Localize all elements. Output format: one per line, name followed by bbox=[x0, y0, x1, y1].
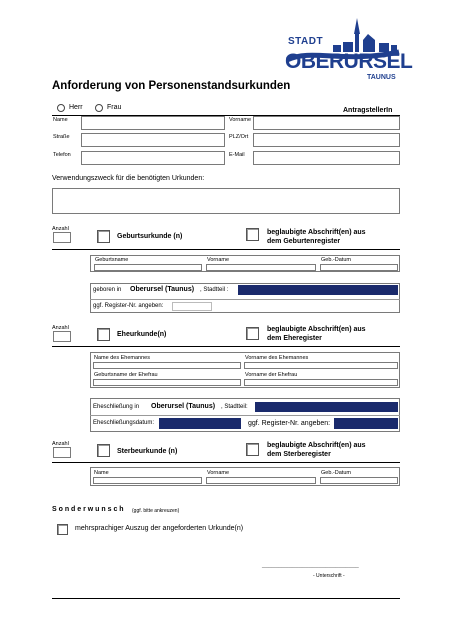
birth-checkbox[interactable] bbox=[97, 230, 110, 243]
marriage-anzahl-field[interactable] bbox=[53, 331, 71, 342]
special-checkbox[interactable] bbox=[57, 524, 68, 535]
strasse-label: Straße bbox=[53, 134, 70, 140]
strasse-field[interactable] bbox=[81, 133, 225, 147]
death-gebdatum-label: Geb.-Datum bbox=[321, 470, 351, 476]
birth-geburtsname-field[interactable] bbox=[94, 264, 202, 271]
birth-title: Geburtsurkunde (n) bbox=[117, 233, 183, 240]
marriage-divider bbox=[52, 346, 400, 347]
birth-register-field[interactable] bbox=[172, 302, 212, 311]
email-field[interactable] bbox=[253, 151, 400, 165]
marriage-copy-line1: beglaubigte Abschrift(en) aus bbox=[267, 326, 366, 333]
radio-herr[interactable] bbox=[57, 104, 65, 112]
death-name-field[interactable] bbox=[93, 477, 202, 484]
death-anzahl-field[interactable] bbox=[53, 447, 71, 458]
birth-copy-checkbox[interactable] bbox=[246, 228, 259, 241]
bottom-rule bbox=[52, 598, 400, 599]
marriage-vorname-ehemann-field[interactable] bbox=[244, 362, 398, 369]
signature-line: _____________________________ bbox=[262, 562, 359, 568]
death-vorname-field[interactable] bbox=[206, 477, 316, 484]
marriage-datum-field[interactable] bbox=[159, 418, 241, 429]
death-divider bbox=[52, 462, 400, 463]
radio-frau[interactable] bbox=[95, 104, 103, 112]
special-option-label: mehrsprachiger Auszug der angeforderten Urkunde(n) bbox=[75, 525, 244, 532]
death-gebdatum-field[interactable] bbox=[320, 477, 398, 484]
birth-born-suffix: , Stadtteil : bbox=[200, 287, 229, 293]
marriage-name-ehemann-field[interactable] bbox=[93, 362, 241, 369]
logo-name: OBERURSEL bbox=[285, 50, 413, 73]
marriage-geburtsname-ehefrau-label: Geburtsname der Ehefrau bbox=[94, 372, 158, 378]
birth-born-city: Oberursel (Taunus) bbox=[130, 286, 195, 293]
plz-label: PLZ/Ort bbox=[229, 134, 249, 140]
birth-anzahl-label: Anzahl bbox=[52, 226, 69, 232]
purpose-label: Verwendungszweck für die benötigten Urkunden: bbox=[52, 175, 205, 182]
marriage-checkbox[interactable] bbox=[97, 328, 110, 341]
signature-label: - Unterschrift - bbox=[313, 573, 345, 579]
birth-copy-line2: dem Geburtenregister bbox=[267, 238, 341, 245]
marriage-register-label: ggf. Register-Nr. angeben: bbox=[248, 420, 331, 427]
birth-anzahl-field[interactable] bbox=[53, 232, 71, 243]
city-logo bbox=[283, 12, 413, 92]
marriage-place-prefix: Eheschließung in bbox=[93, 404, 140, 410]
marriage-datum-label: Eheschließungsdatum: bbox=[93, 420, 155, 426]
marriage-title: Eheurkunde(n) bbox=[117, 331, 167, 338]
birth-gebdatum-field[interactable] bbox=[320, 264, 398, 271]
marriage-register-field[interactable] bbox=[334, 418, 398, 429]
birth-copy-line1: beglaubigte Abschrift(en) aus bbox=[267, 229, 366, 236]
marriage-copy-checkbox[interactable] bbox=[246, 327, 259, 340]
vorname-label: Vorname bbox=[229, 117, 252, 123]
logo-sub: TAUNUS bbox=[367, 74, 396, 81]
birth-vorname-label: Vorname bbox=[207, 257, 230, 263]
marriage-vorname-ehefrau-label: Vorname der Ehefrau bbox=[245, 372, 298, 378]
death-name-label: Name bbox=[94, 470, 109, 476]
marriage-vorname-ehefrau-field[interactable] bbox=[244, 379, 398, 386]
email-label: E-Mail bbox=[229, 152, 245, 158]
page-title: Anforderung von Personenstandsurkunden bbox=[52, 80, 291, 92]
death-anzahl-label: Anzahl bbox=[52, 441, 69, 447]
birth-gebdatum-label: Geb.-Datum bbox=[321, 257, 351, 263]
death-title: Sterbeurkunde (n) bbox=[117, 448, 178, 455]
birth-stadtteil-field[interactable] bbox=[238, 285, 398, 295]
birth-place-divider bbox=[90, 299, 400, 300]
telefon-label: Telefon bbox=[53, 152, 71, 158]
special-heading: S o n d e r w u n s c h bbox=[52, 506, 124, 513]
birth-register-label: ggf. Register-Nr. angeben: bbox=[93, 303, 164, 309]
name-field[interactable] bbox=[81, 116, 225, 130]
plz-field[interactable] bbox=[253, 133, 400, 147]
purpose-field[interactable] bbox=[52, 188, 400, 214]
birth-geburtsname-label: Geburtsname bbox=[95, 257, 129, 263]
death-vorname-label: Vorname bbox=[207, 470, 230, 476]
death-copy-line2: dem Sterberegister bbox=[267, 451, 331, 458]
birth-born-prefix: geboren in bbox=[93, 287, 122, 293]
death-copy-line1: beglaubigte Abschrift(en) aus bbox=[267, 442, 366, 449]
birth-divider bbox=[52, 249, 400, 250]
death-checkbox[interactable] bbox=[97, 444, 110, 457]
marriage-place-divider bbox=[90, 415, 400, 416]
birth-vorname-field[interactable] bbox=[206, 264, 316, 271]
special-hint: (ggf. bitte ankreuzen) bbox=[132, 508, 180, 514]
frau-label: Frau bbox=[107, 104, 122, 111]
applicant-heading: AntragstellerIn bbox=[343, 107, 393, 114]
marriage-stadtteil-field[interactable] bbox=[255, 402, 398, 412]
logo-stadt: STADT bbox=[288, 36, 324, 47]
herr-label: Herr bbox=[69, 104, 83, 111]
vorname-field[interactable] bbox=[253, 116, 400, 130]
marriage-copy-line2: dem Eheregister bbox=[267, 335, 322, 342]
marriage-vorname-ehemann-label: Vorname des Ehemannes bbox=[245, 355, 309, 361]
marriage-geburtsname-ehefrau-field[interactable] bbox=[93, 379, 241, 386]
marriage-anzahl-label: Anzahl bbox=[52, 325, 69, 331]
marriage-name-ehemann-label: Name des Ehemannes bbox=[94, 355, 150, 361]
name-label: Name bbox=[53, 117, 68, 123]
death-copy-checkbox[interactable] bbox=[246, 443, 259, 456]
telefon-field[interactable] bbox=[81, 151, 225, 165]
marriage-place-suffix: , Stadtteil: bbox=[221, 404, 248, 410]
marriage-place-city: Oberursel (Taunus) bbox=[151, 403, 216, 410]
